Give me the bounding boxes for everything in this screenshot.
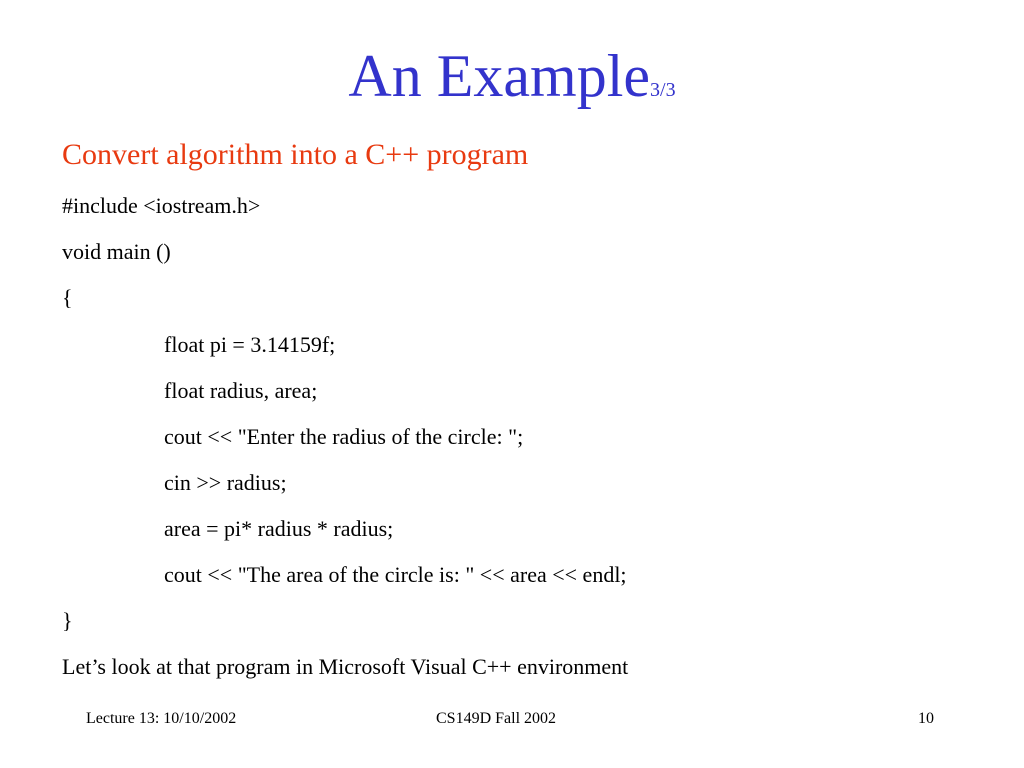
slide-title-page-indicator: 3/3 [650, 79, 676, 101]
subheading: Convert algorithm into a C++ program [62, 138, 529, 171]
code-line-area-output: cout << "The area of the circle is: " << area << endl; [164, 562, 627, 587]
code-line-radius-area-declaration: float radius, area; [164, 378, 318, 403]
code-line-prompt-output: cout << "Enter the radius of the circle: "; [164, 424, 524, 449]
code-line-pi-declaration: float pi = 3.14159f; [164, 332, 336, 357]
code-line-main-signature: void main () [62, 239, 171, 264]
code-line-close-brace: } [62, 608, 73, 633]
code-line-read-radius: cin >> radius; [164, 470, 287, 495]
footer-page-number: 10 [918, 710, 934, 727]
slide-title-text: An Example [348, 43, 651, 109]
footer-lecture-date: Lecture 13: 10/10/2002 [86, 710, 237, 727]
code-line-area-computation: area = pi* radius * radius; [164, 516, 394, 541]
slide-title [0, 40, 1024, 126]
closing-text: Let’s look at that program in Microsoft Visual C++ environment [62, 654, 629, 679]
code-line-include: #include <iostream.h> [62, 193, 261, 218]
footer-course-name: CS149D Fall 2002 [436, 710, 557, 727]
code-line-open-brace: { [62, 285, 73, 310]
